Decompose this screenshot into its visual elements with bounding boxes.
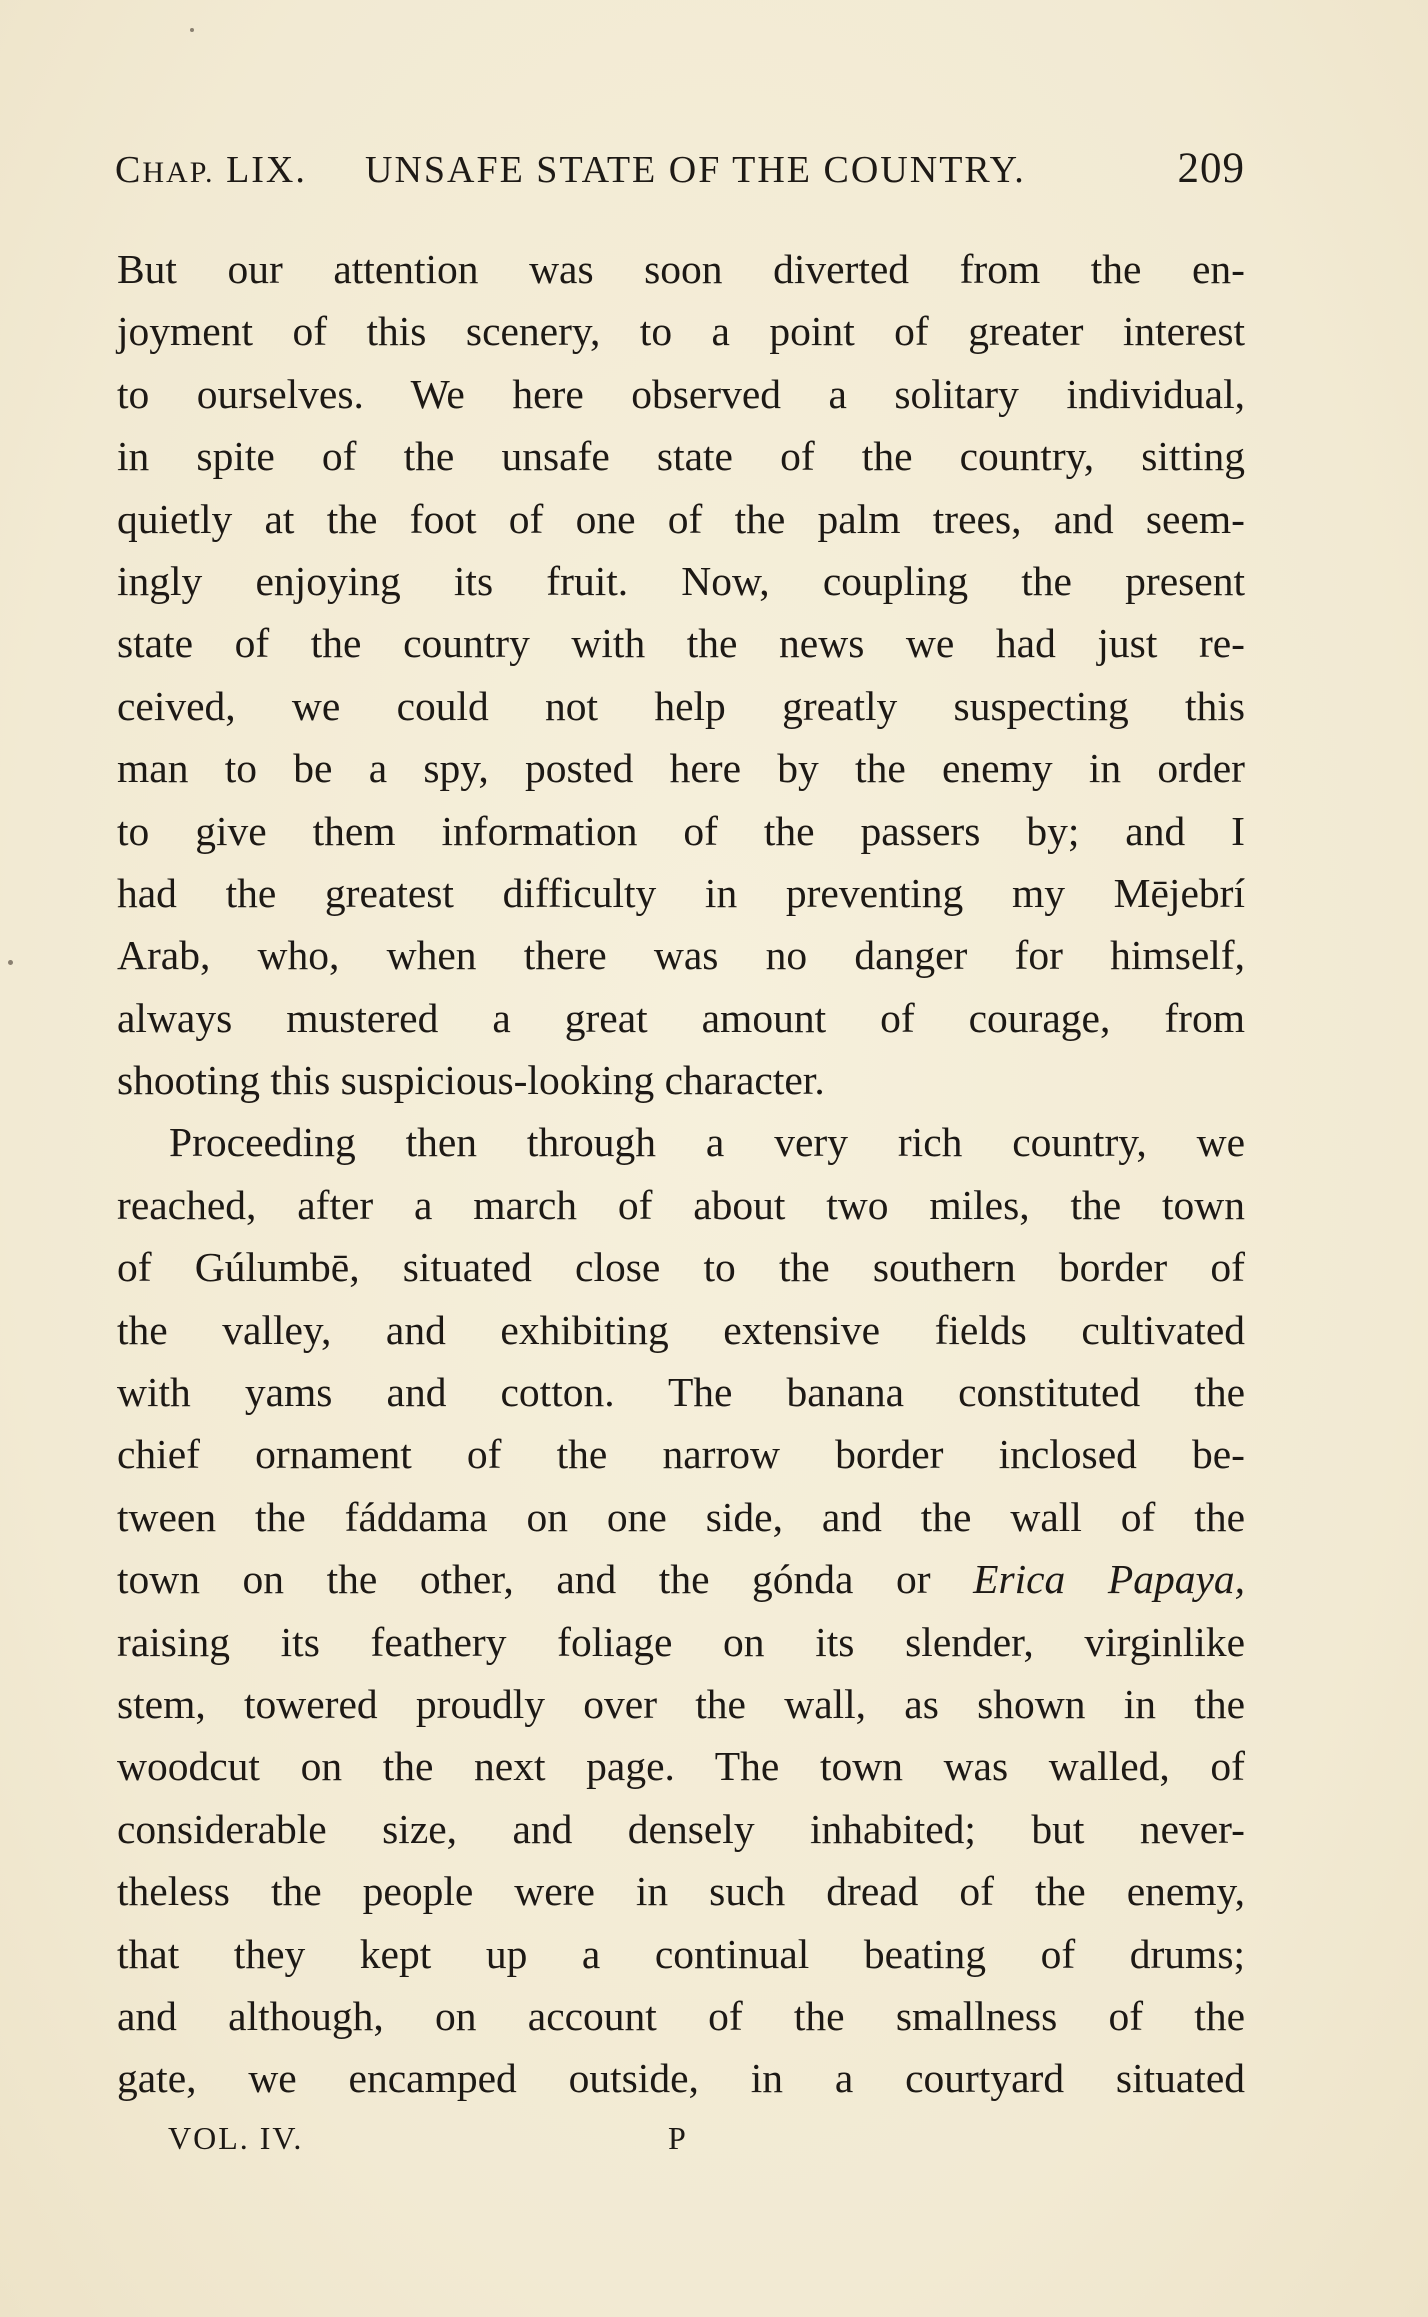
- text-line: woodcut on the next page. The town was walled, of: [117, 1743, 1245, 1790]
- text-line: Arab, who, when there was no danger for himself,: [117, 932, 1245, 979]
- text-line: in spite of the unsafe state of the country, sitting: [117, 433, 1245, 480]
- running-title: UNSAFE STATE OF THE COUNTRY.: [365, 149, 1026, 191]
- running-head: [115, 145, 1245, 198]
- text-line: joyment of this scenery, to a point of greater interest: [117, 308, 1245, 355]
- chapter-label: CHAP. LIX.: [115, 149, 307, 191]
- text-line: that they kept up a continual beating of drums;: [117, 1930, 1245, 1977]
- text-line: and although, on account of the smallness of the: [117, 1992, 1245, 2039]
- text-line: to give them information of the passers by; and I: [117, 807, 1245, 854]
- paragraph-start-line: Proceeding then through a very rich country, we: [169, 1119, 1245, 1166]
- text-line-with-italic: town on the other, and the gónda or Erica Papaya,: [117, 1556, 1245, 1603]
- text-line: to ourselves. We here observed a solitary individual,: [117, 370, 1245, 417]
- text-line: quietly at the foot of one of the palm trees, and seem-: [117, 495, 1245, 542]
- text-line: man to be a spy, posted here by the enemy in order: [117, 745, 1245, 792]
- text-line: had the greatest difficulty in preventing my Mējebrí: [117, 869, 1245, 916]
- text-line: tween the fáddama on one side, and the wall of the: [117, 1493, 1245, 1540]
- text-line: raising its feathery foliage on its slender, virginlike: [117, 1618, 1245, 1665]
- text-line: always mustered a great amount of courage, from: [117, 994, 1245, 1041]
- text-line: But our attention was soon diverted from the en-: [117, 246, 1245, 292]
- text-line: reached, after a march of about two miles, the town: [117, 1181, 1245, 1228]
- paper-speck: [190, 28, 194, 32]
- text-line: considerable size, and densely inhabited; but never-: [117, 1805, 1245, 1852]
- body-text: [117, 238, 1245, 2110]
- italic-species-name: Erica Papaya,: [973, 1556, 1245, 1603]
- text-line: of Gúlumbē, situated close to the southern border of: [117, 1244, 1245, 1291]
- page-number: 209: [1177, 145, 1245, 192]
- text-line: gate, we encamped outside, in a courtyard situated: [117, 2055, 1245, 2102]
- text-line: the valley, and exhibiting extensive fields cultivated: [117, 1306, 1245, 1353]
- page-footer: [168, 2120, 728, 2170]
- paragraph-end-line: shooting this suspicious-looking character.: [117, 1057, 825, 1104]
- text-line: state of the country with the news we had just re-: [117, 620, 1245, 667]
- text-line: theless the people were in such dread of the enemy,: [117, 1868, 1245, 1915]
- text-line: with yams and cotton. The banana constituted the: [117, 1369, 1245, 1416]
- signature-mark: P: [668, 2120, 688, 2156]
- volume-label: VOL. IV.: [168, 2120, 304, 2156]
- text-line: stem, towered proudly over the wall, as shown in the: [117, 1680, 1245, 1727]
- text-line: ceived, we could not help greatly suspecting this: [117, 682, 1245, 729]
- paper-speck: [8, 960, 13, 965]
- text-line: ingly enjoying its fruit. Now, coupling the present: [117, 557, 1245, 604]
- text-line: chief ornament of the narrow border inclosed be-: [117, 1431, 1245, 1478]
